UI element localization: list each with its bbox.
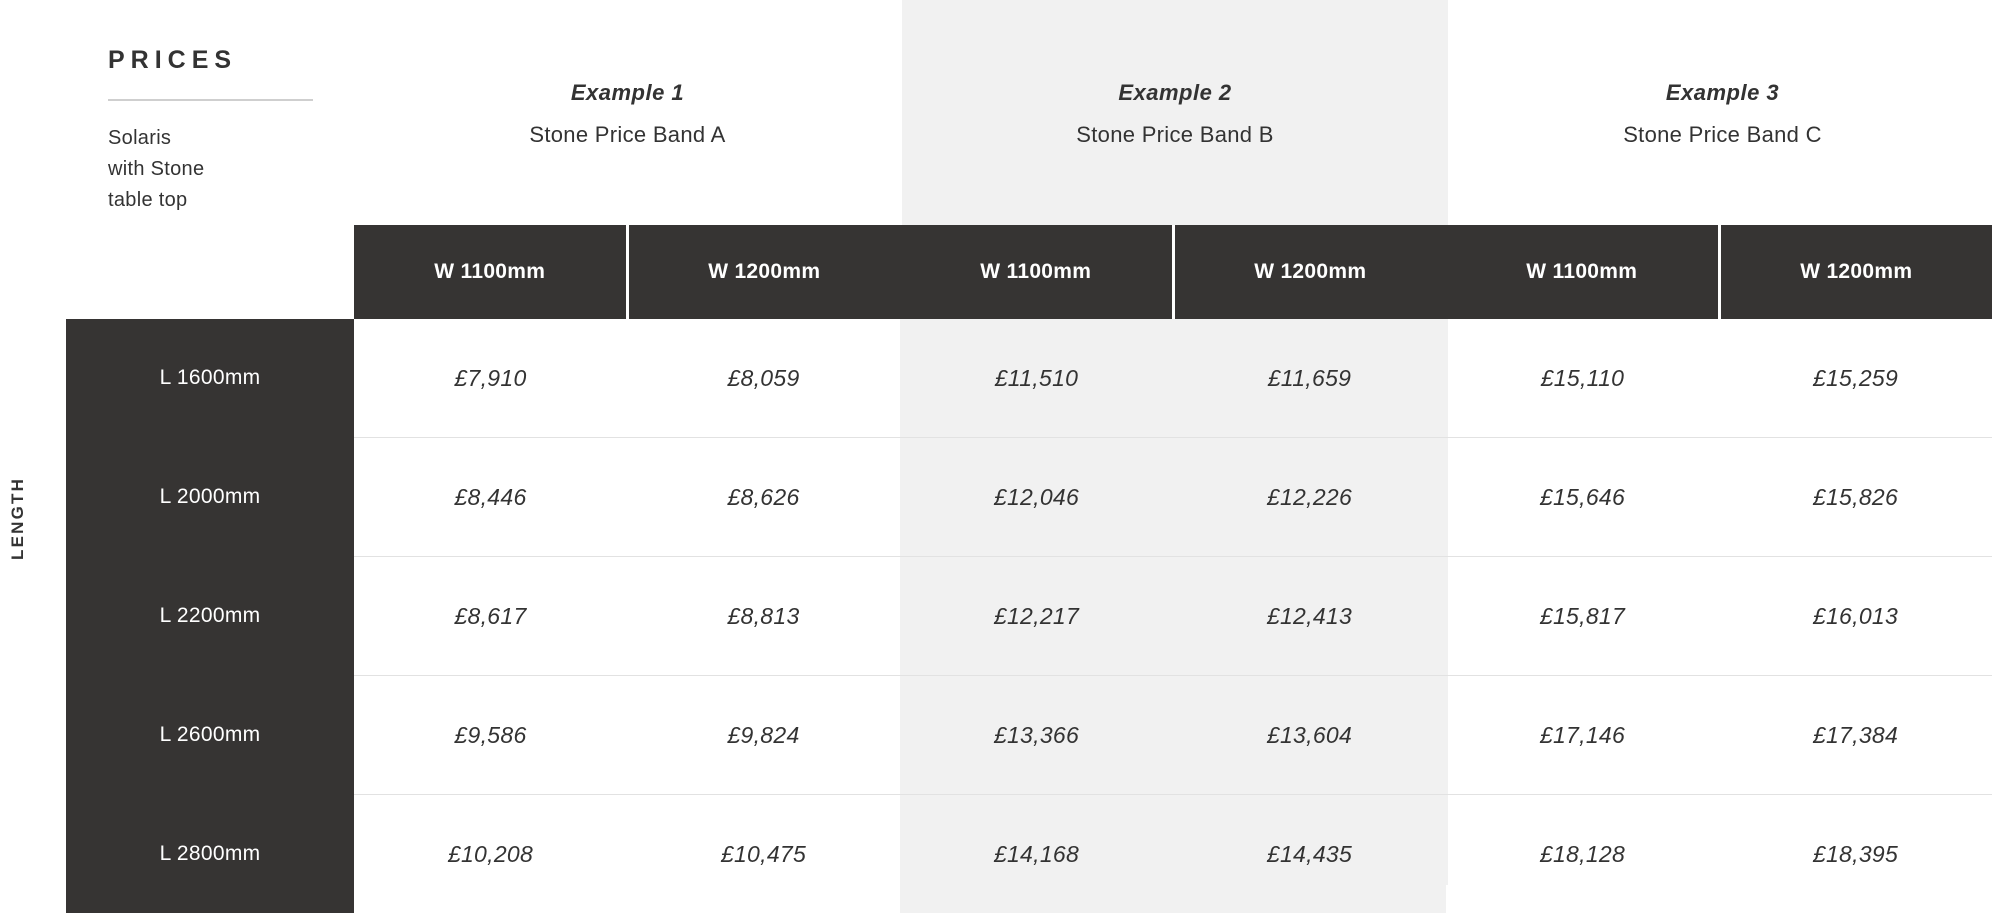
example-2-band: Stone Price Band B	[902, 122, 1448, 148]
width-header-2: W 1200mm	[627, 225, 900, 319]
price-cell: £15,646	[1446, 438, 1719, 557]
example-2-title: Example 2	[902, 80, 1448, 106]
price-cell: £16,013	[1719, 557, 1992, 676]
length-header-4: L 2600mm	[66, 676, 354, 795]
price-cell: £11,510	[900, 319, 1173, 438]
width-header-3: W 1100mm	[900, 225, 1173, 319]
price-cell: £12,226	[1173, 438, 1446, 557]
price-cell: £8,813	[627, 557, 900, 676]
price-table	[66, 225, 1992, 913]
price-table-container	[66, 225, 1992, 913]
price-cell: £17,146	[1446, 676, 1719, 795]
price-cell: £13,366	[900, 676, 1173, 795]
price-cell: £14,168	[900, 795, 1173, 913]
example-1-header	[355, 80, 900, 148]
price-cell: £18,128	[1446, 795, 1719, 913]
length-header-3: L 2200mm	[66, 557, 354, 676]
price-cell: £9,586	[354, 676, 627, 795]
price-cell: £10,475	[627, 795, 900, 913]
example-2-header	[902, 80, 1448, 148]
price-cell: £15,826	[1719, 438, 1992, 557]
price-cell: £12,413	[1173, 557, 1446, 676]
length-header-2: L 2000mm	[66, 438, 354, 557]
table-row	[66, 676, 1992, 795]
prices-subtitle	[108, 123, 338, 216]
width-header-5: W 1100mm	[1446, 225, 1719, 319]
price-cell: £8,626	[627, 438, 900, 557]
prices-heading: PRICES	[108, 48, 338, 73]
prices-subtitle-line-2: with Stone	[108, 154, 338, 185]
price-cell: £8,617	[354, 557, 627, 676]
length-header-1: L 1600mm	[66, 319, 354, 438]
price-table-head	[66, 225, 1992, 319]
table-row	[66, 438, 1992, 557]
prices-legend	[108, 48, 338, 216]
table-corner-cell	[66, 225, 354, 319]
price-cell: £14,435	[1173, 795, 1446, 913]
example-1-band: Stone Price Band A	[355, 122, 900, 148]
table-row	[66, 795, 1992, 913]
example-1-title: Example 1	[355, 80, 900, 106]
price-cell: £15,110	[1446, 319, 1719, 438]
price-cell: £8,446	[354, 438, 627, 557]
table-row	[66, 557, 1992, 676]
price-cell: £8,059	[627, 319, 900, 438]
price-cell: £12,046	[900, 438, 1173, 557]
prices-subtitle-line-1: Solaris	[108, 123, 338, 154]
price-cell: £9,824	[627, 676, 900, 795]
example-3-header	[1450, 80, 1995, 148]
width-header-6: W 1200mm	[1719, 225, 1992, 319]
price-cell: £11,659	[1173, 319, 1446, 438]
price-cell: £13,604	[1173, 676, 1446, 795]
price-cell: £10,208	[354, 795, 627, 913]
price-cell: £17,384	[1719, 676, 1992, 795]
price-cell: £18,395	[1719, 795, 1992, 913]
price-table-body	[66, 319, 1992, 913]
width-header-1: W 1100mm	[354, 225, 627, 319]
width-header-row	[66, 225, 1992, 319]
prices-divider	[108, 99, 313, 101]
price-cell: £7,910	[354, 319, 627, 438]
price-cell: £15,259	[1719, 319, 1992, 438]
example-3-title: Example 3	[1450, 80, 1995, 106]
price-cell: £15,817	[1446, 557, 1719, 676]
length-header-5: L 2800mm	[66, 795, 354, 913]
prices-subtitle-line-3: table top	[108, 185, 338, 216]
length-axis-label: LENGTH	[8, 477, 28, 560]
width-header-4: W 1200mm	[1173, 225, 1446, 319]
example-3-band: Stone Price Band C	[1450, 122, 1995, 148]
table-row	[66, 319, 1992, 438]
price-cell: £12,217	[900, 557, 1173, 676]
